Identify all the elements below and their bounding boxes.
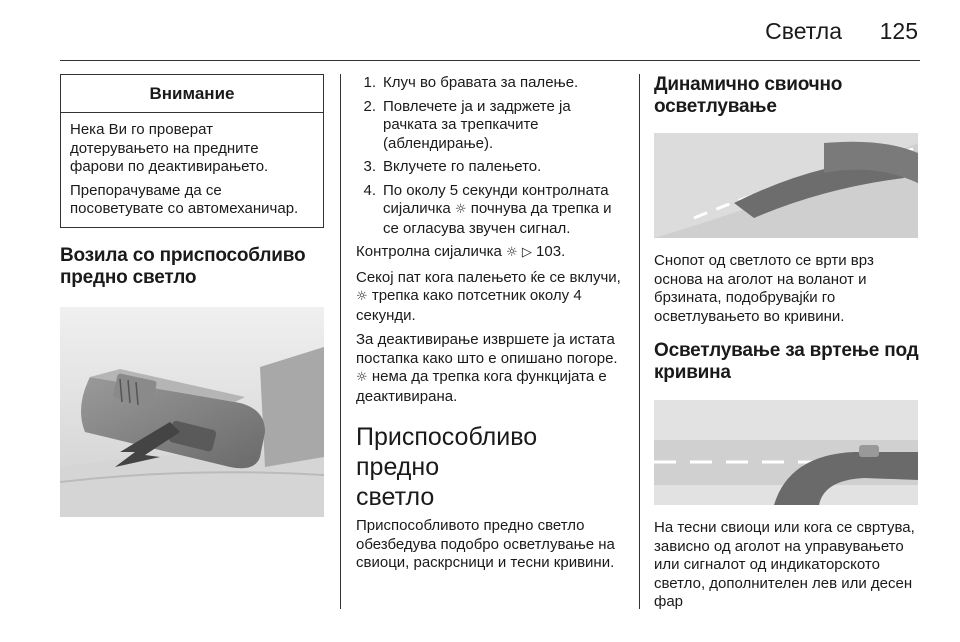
section-heading	[60, 245, 324, 289]
warning-heading: Внимание	[61, 75, 323, 113]
paragraph: За деактивирање извршете ја истата постапка како што е опишано погоре. ☼ нема да трепка кога функцијата е деактивирана.	[356, 331, 618, 405]
curve-beam-image	[654, 133, 918, 238]
list-item: 1. Клуч во бравата за палење.	[363, 74, 579, 91]
column-right	[654, 74, 920, 612]
warning-paragraph: Нека Ви го проверат дотерувањето на предните фарови по деактивирањето.	[70, 121, 269, 175]
page-header	[0, 18, 960, 48]
page-reference-icon: ▷	[521, 245, 532, 260]
section-heading: Динамично свиочно осветлување	[654, 74, 843, 117]
section-title: Светла	[765, 18, 842, 44]
curve-light-illustration	[654, 133, 918, 238]
headlamp-warning-icon: ☼	[506, 245, 518, 260]
paragraph: Снопот од светлото се врти врз основа на аголот на воланот и брзината, подобрувајќи го осветлувањето во кривини.	[654, 252, 874, 325]
warning-box	[60, 74, 324, 228]
paragraph: На тесни свиоци или кога се свртува, зависно од аголот на управувањето или сигналот од индикаторското светло, дополнителен лев или десен фар	[654, 519, 915, 610]
column-divider	[340, 74, 341, 609]
indicator-stalk-image	[60, 307, 324, 517]
corner-light-illustration	[654, 400, 918, 505]
paragraph: Секој пат кога палењето ќе се вклучи, ☼ трепка како потсетник околу 4 секунди.	[356, 268, 621, 324]
paragraph: Контролна сијаличка ☼ ▷ 103.	[356, 243, 566, 260]
header-divider	[60, 60, 920, 61]
section-heading: Осветлување за вртење под кривина	[654, 340, 919, 383]
stalk-illustration	[60, 307, 324, 517]
list-item: 4. По околу 5 секунди контролната сијаличка ☼ почнува да трепка и се огласува звучен сигнал.	[363, 181, 612, 237]
page-number: 125	[879, 18, 918, 44]
headlamp-warning-icon: ☼	[454, 202, 467, 217]
procedure-list	[356, 74, 626, 238]
section-heading-large: Приспособливо предно светло	[356, 423, 538, 511]
list-item: 2. Повлечете ја и задржете ја рачката за трепкачите (аблендирање).	[363, 97, 571, 152]
column-middle	[356, 74, 626, 573]
warning-paragraph: Препорачуваме да се посоветувате со автомеханичар.	[70, 181, 299, 217]
headlamp-warning-icon: ☼	[356, 370, 368, 385]
heading-line: предно светло	[60, 266, 197, 288]
warning-body	[61, 113, 323, 227]
list-item: 3. Вклучете го палењето.	[363, 158, 542, 175]
corner-beam-image	[654, 400, 918, 505]
column-divider	[639, 74, 640, 609]
column-left	[60, 74, 324, 517]
paragraph: Приспособливото предно светло обезбедува подобро осветлување на свиоци, раскрсници и тесни кривини.	[356, 517, 615, 571]
headlamp-warning-icon: ☼	[356, 289, 368, 304]
heading-line: Возила со приспособливо	[60, 244, 306, 266]
